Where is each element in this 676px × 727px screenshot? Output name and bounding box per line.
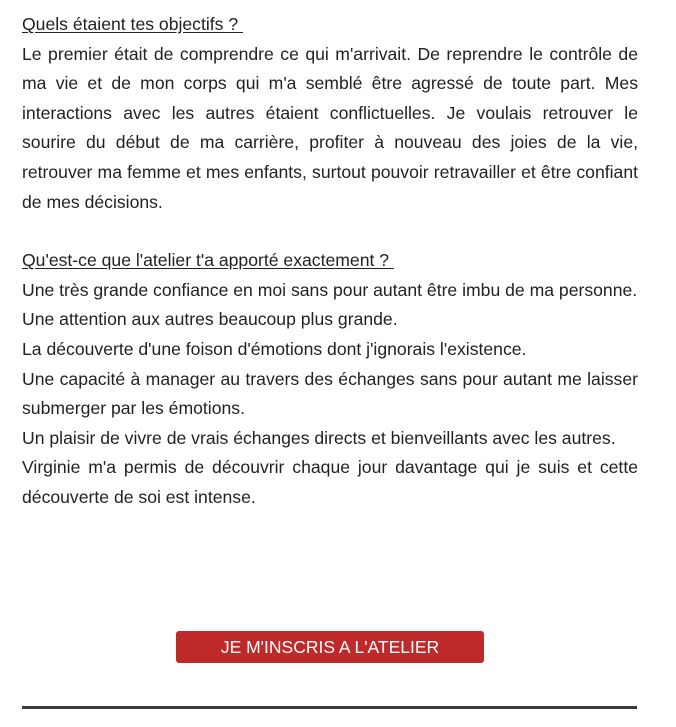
objectives-heading-row xyxy=(22,10,638,40)
benefit-paragraph: Un plaisir de vivre de vrais échanges directs et bienveillants avec les autres. xyxy=(22,427,616,448)
benefit-paragraph: Une très grande confiance en moi sans pour autant être imbu de ma personne. xyxy=(22,279,638,300)
bottom-divider xyxy=(22,706,637,709)
benefits-heading: Qu'est-ce que l'atelier t'a apporté exactement ? xyxy=(22,250,394,271)
objectives-section xyxy=(22,10,638,217)
objectives-paragraph: Le premier était de comprendre ce qui m'arrivait. De reprendre le contrôle de ma vie et de mon corps qui m'a semblé être agressé de toute part. Mes interactions avec les autres étaient conflictuelles. Je voulais retrouver le sourire du début de ma carrière, profiter à nouveau des joies de la vie, retrouver ma femme et mes enfants, surtout pouvoir retravailler et être confiant de mes décisions. xyxy=(22,43,638,212)
benefit-paragraph: La découverte d'une foison d'émotions dont j'ignorais l'existence. xyxy=(22,338,527,359)
benefit-paragraph: Virginie m'a permis de découvrir chaque jour davantage qui je suis et cette découverte de soi est intense. xyxy=(22,457,638,507)
cta-container xyxy=(0,631,676,663)
register-workshop-button[interactable]: JE M'INSCRIS A L'ATELIER xyxy=(176,631,484,663)
benefit-paragraph: Une capacité à manager au travers des échanges sans pour autant me laisser submerger par les émotions. xyxy=(22,368,638,419)
benefits-section xyxy=(22,246,638,512)
testimonial-content xyxy=(22,10,638,513)
benefits-heading-row xyxy=(22,246,638,276)
objectives-heading: Quels étaient tes objectifs ? xyxy=(22,14,244,34)
benefit-paragraph: Une attention aux autres beaucoup plus grande. xyxy=(22,309,398,330)
